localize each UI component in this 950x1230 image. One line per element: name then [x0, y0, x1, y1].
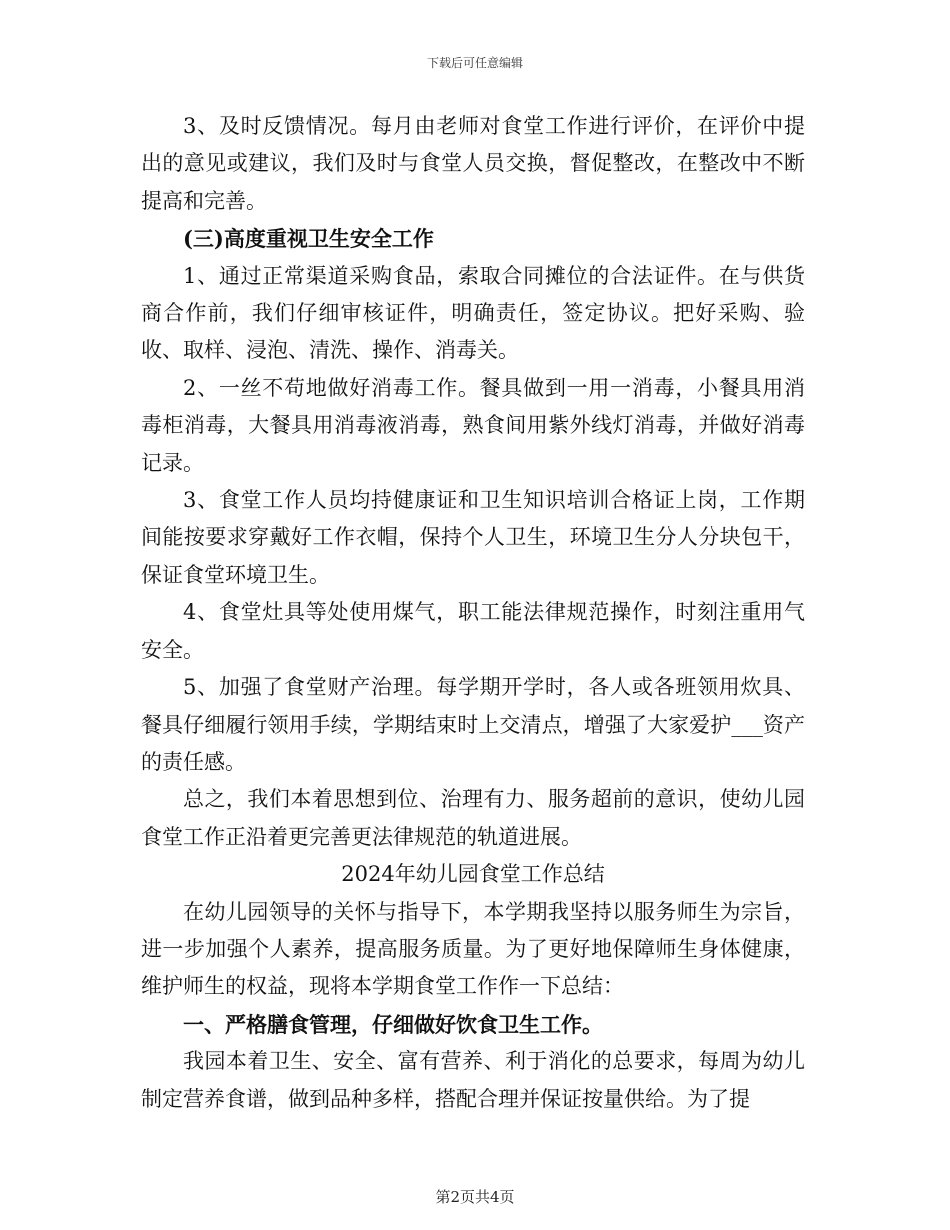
- paragraph-intro: 在幼儿园领导的关怀与指导下，本学期我坚持以服务师生为宗旨，进一步加强个人素养，提高服务质量。为了更好地保障师生身体健康，维护师生的权益，现将本学期食堂工作作一下总结：: [141, 899, 805, 999]
- paragraph-procurement: 1、通过正常渠道采购食品，索取合同摊位的合法证件。在与供货商合作前，我们仔细审核证件，明确责任，签定协议。把好采购、验收、取样、浸泡、清洗、操作、消毒关。: [141, 263, 805, 363]
- page-header: 下载后可任意编辑: [426, 56, 523, 70]
- document-body: [141, 108, 805, 1118]
- paragraph-staff-health: 3、食堂工作人员均持健康证和卫生知识培训合格证上岗，工作期间能按要求穿戴好工作衣帽，保持个人卫生，环境卫生分人分块包干，保证食堂环境卫生。: [141, 488, 805, 587]
- paragraph-gas-safety: 4、食堂灶具等处使用煤气，职工能法律规范操作，时刻注重用气安全。: [141, 600, 805, 662]
- document-title: 2024年幼儿园食堂工作总结: [341, 862, 605, 887]
- section-heading-hygiene: (三)高度重视卫生安全工作: [183, 226, 434, 252]
- page-footer: 第2页共4页: [435, 1188, 515, 1206]
- paragraph-menu: 我园本着卫生、安全、富有营养、利于消化的总要求，每周为幼儿制定营养食谱，做到品种多样，搭配合理并保证按量供给。为了提: [141, 1049, 805, 1111]
- paragraph-disinfection: 2、一丝不苟地做好消毒工作。餐具做到一用一消毒，小餐具用消毒柜消毒，大餐具用消毒液消毒，熟食间用紫外线灯消毒，并做好消毒记录。: [141, 375, 805, 475]
- paragraph-property: 5、加强了食堂财产治理。每学期开学时，各人或各班领用炊具、餐具仔细履行领用手续，学期结束时上交清点，增强了大家爱护___资产的责任感。: [141, 675, 805, 774]
- section-heading-diet: 一、严格膳食管理，仔细做好饮食卫生工作。: [183, 1011, 603, 1037]
- paragraph-conclusion: 总之，我们本着思想到位、治理有力、服务超前的意识，使幼儿园食堂工作正沿着更完善更法律规范的轨道进展。: [141, 787, 805, 849]
- paragraph-feedback: 3、及时反馈情况。每月由老师对食堂工作进行评价，在评价中提出的意见或建议，我们及时与食堂人员交换，督促整改，在整改中不断提高和完善。: [141, 114, 805, 213]
